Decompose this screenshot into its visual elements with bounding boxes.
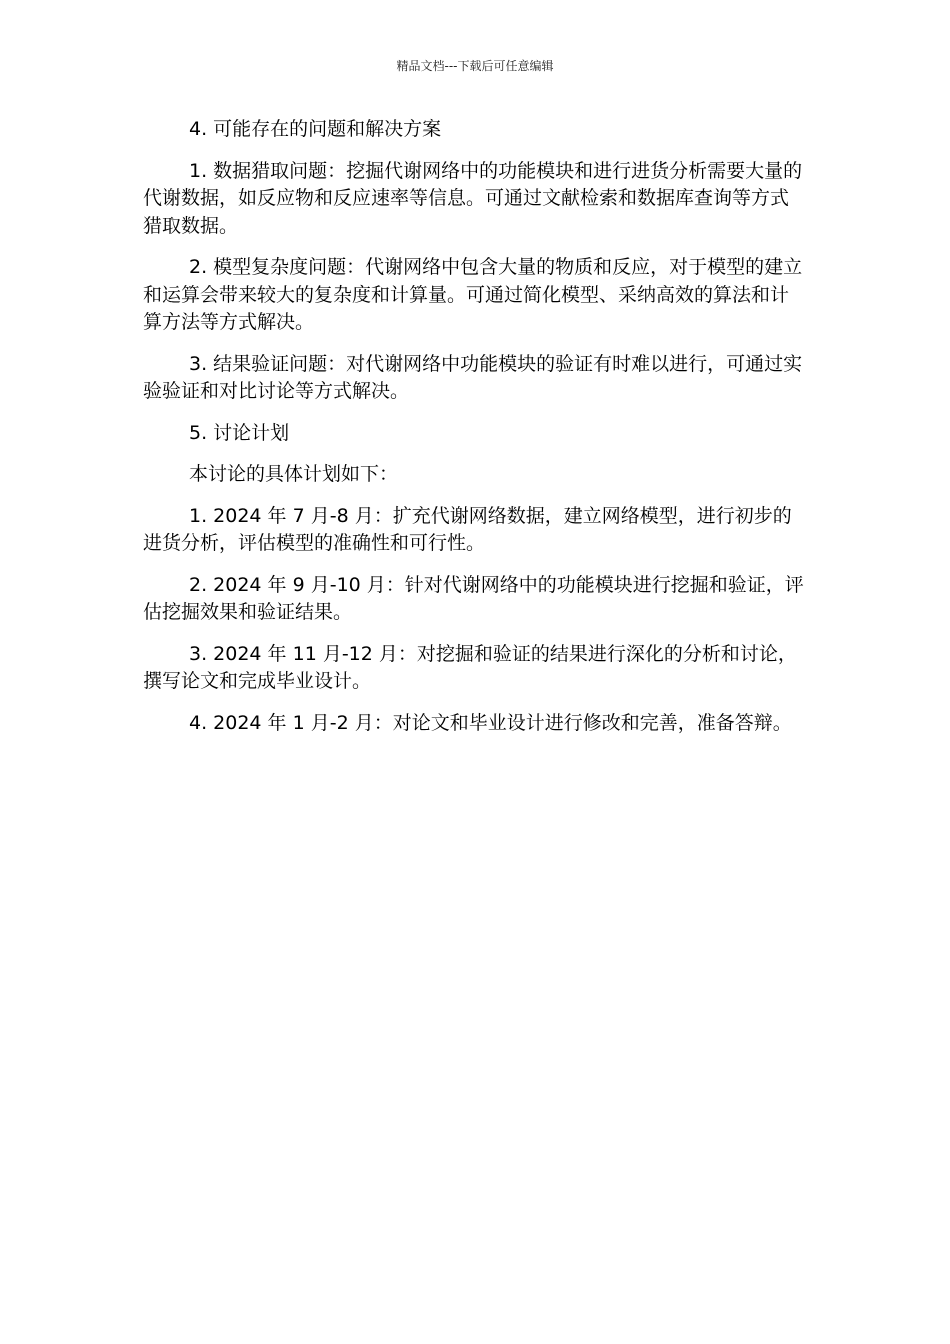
problem-item-model-complexity: 2. 模型复杂度问题：代谢网络中包含大量的物质和反应，对于模型的建立和运算会带来较大的复杂度和计算量。可通过简化模型、采纳高效的算法和计算方法等方式解决。 — [143, 256, 803, 333]
problem-item-result-validation: 3. 结果验证问题：对代谢网络中功能模块的验证有时难以进行，可通过实验验证和对比讨论等方式解决。 — [143, 352, 803, 402]
plan-item-nov-dec: 3. 2024 年 11 月-12 月：对挖掘和验证的结果进行深化的分析和讨论，撰写论文和完成毕业设计。 — [143, 642, 797, 692]
plan-item-jan-feb: 4. 2024 年 1 月-2 月：对论文和毕业设计进行修改和完善，准备答辩。 — [189, 711, 792, 734]
plan-item-jul-aug: 1. 2024 年 7 月-8 月：扩充代谢网络数据，建立网络模型，进行初步的进货分析，评估模型的准确性和可行性。 — [143, 504, 792, 554]
problem-item-data-acquisition: 1. 数据猎取问题：挖掘代谢网络中的功能模块和进行进货分析需要大量的代谢数据，如反应物和反应速率等信息。可通过文献检索和数据库查询等方式猎取数据。 — [143, 159, 803, 237]
section-heading-plan: 5. 讨论计划 — [189, 421, 290, 444]
document-body — [143, 116, 805, 751]
plan-intro: 本讨论的具体计划如下： — [189, 463, 399, 485]
plan-item-sep-oct: 2. 2024 年 9 月-10 月：针对代谢网络中的功能模块进行挖掘和验证，评估挖掘效果和验证结果。 — [143, 573, 804, 623]
page-header: 精品文档---下载后可任意编辑 — [396, 59, 554, 73]
section-heading-problems: 4. 可能存在的问题和解决方案 — [189, 118, 442, 140]
